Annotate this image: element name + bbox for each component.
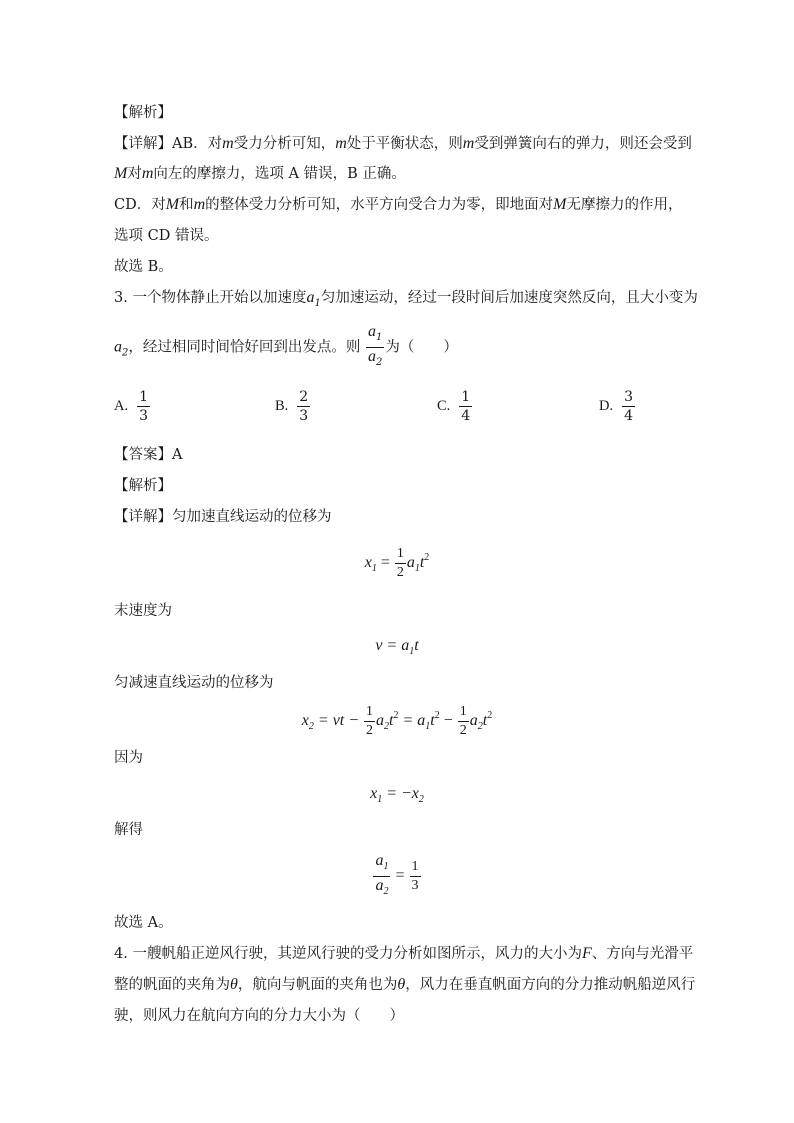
equation-ratio: $\frac{a_1}{a_2}$ = $\frac{1}{3}$ (375, 852, 419, 897)
conclusion-line: 故选 B。 (114, 259, 173, 275)
option-d[interactable]: D. $\frac{3}{4}$ (599, 389, 634, 424)
q3-stem-line-2: $a_2$，经过相同时间恰好回到出发点。则 $\frac{a_1}{a_2}$ 为（ ） (114, 323, 458, 374)
because-label: 因为 (114, 750, 143, 766)
q3-detail-line: 【详解】匀加速直线运动的位移为 (114, 509, 332, 525)
deceleration-label: 匀减速直线运动的位移为 (114, 675, 274, 691)
ratio-fraction: $\frac{a_1}{a_2}$ (367, 323, 383, 368)
q4-stem-line-3: 驶，则风力在航向方向的分力大小为（ ） (114, 1008, 404, 1024)
q3-stem-line-1: 3. 一个物体静止开始以加速度$a_1$匀加速运动，经过一段时间后加速度突然反向，且大小变为 (114, 289, 698, 309)
equation-v: $v = a_1t$ (375, 637, 419, 657)
option-a[interactable]: A. $\frac{1}{3}$ (114, 389, 149, 424)
equation-x1-eq-neg-x2: $x_1 = -x_2$ (370, 785, 424, 805)
q4-stem-line-2: 整的帆面的夹角为θ，航向与帆面的夹角也为θ，风力在垂直帆面方向的分力推动帆船逆风行 (114, 976, 696, 993)
equation-x2: $x_2$ = vt − $\frac{1}{2}$ $a_2t^2 = a_1t^2$ − $\frac{1}{2}$ $a_2t^2$ (301, 704, 493, 738)
q3-jiexi-heading: 【解析】 (114, 478, 172, 494)
explanation-line-2: M对m向左的摩擦力，选项 A 错误，B 正确。 (114, 165, 406, 182)
q3-conclusion: 故选 A。 (114, 915, 173, 931)
explanation-line-4: 选项 CD 错误。 (114, 228, 219, 244)
equation-x1: $x_1$ = $\frac{1}{2}$ $a_1t^2$ (364, 546, 430, 580)
explanation-line-1: 【详解】AB．对m受力分析可知，m处于平衡状态，则m受到弹簧向右的弹力，则还会受到 (114, 135, 692, 152)
option-c[interactable]: C. $\frac{1}{4}$ (437, 389, 471, 424)
option-b[interactable]: B. $\frac{2}{3}$ (275, 389, 309, 424)
answer-line: 【答案】A (114, 447, 183, 463)
jiexi-heading: 【解析】 (114, 105, 172, 121)
velocity-label: 末速度为 (114, 603, 172, 619)
explanation-line-3: CD．对M和m的整体受力分析可知，水平方向受合力为零，即地面对M无摩擦力的作用， (114, 196, 683, 213)
solve-label: 解得 (114, 822, 143, 838)
q4-stem-line-1: 4. 一艘帆船正逆风行驶，其逆风行驶的受力分析如图所示，风力的大小为F、方向与光滑平 (114, 945, 694, 962)
